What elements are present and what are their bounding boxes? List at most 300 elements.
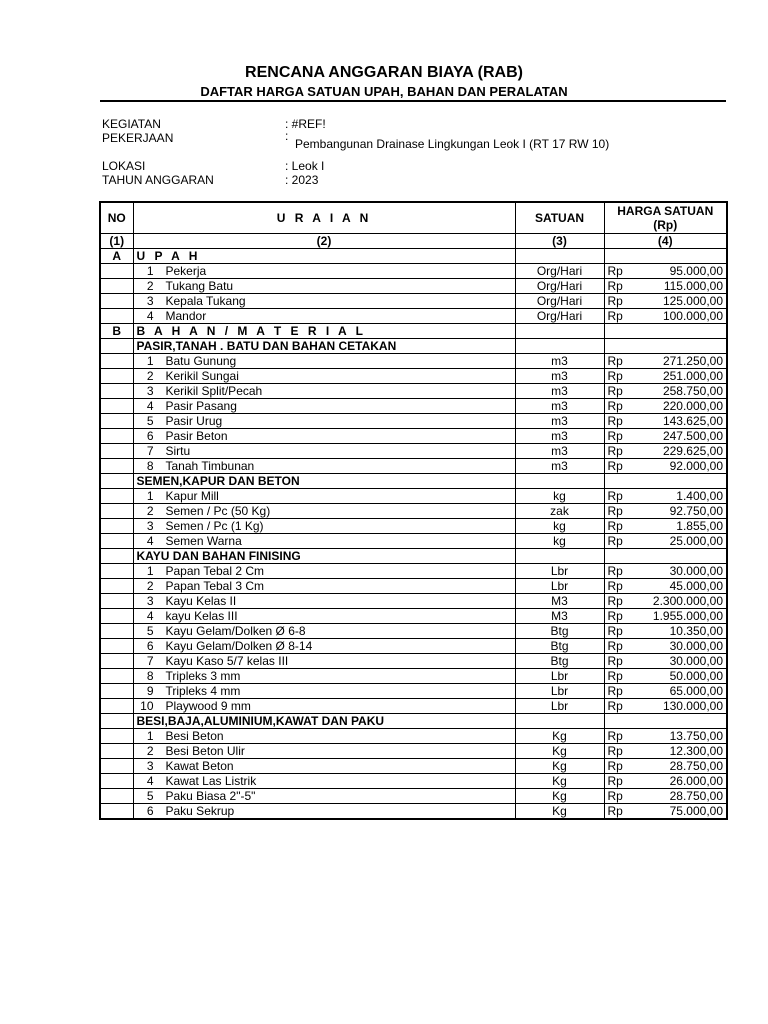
row-number: 2 (146, 579, 154, 593)
row-currency: Rp (604, 699, 632, 714)
colnum-2: (2) (133, 234, 515, 249)
row-price: 30.000,00 (632, 564, 727, 579)
section-bahan-harga-cell (604, 324, 727, 339)
row-price: 258.750,00 (632, 384, 727, 399)
section-upah-row (100, 249, 727, 264)
table-row (100, 519, 727, 534)
row-number: 3 (146, 759, 154, 773)
row-price: 75.000,00 (632, 804, 727, 820)
row-item-cell (133, 684, 515, 699)
category-harga-cell (604, 714, 727, 729)
row-item-cell (133, 639, 515, 654)
row-unit: Lbr (515, 699, 604, 714)
row-currency: Rp (604, 384, 632, 399)
row-currency: Rp (604, 624, 632, 639)
row-number: 1 (146, 264, 154, 278)
section-upah-no: A (100, 249, 133, 264)
row-number: 3 (146, 294, 154, 308)
row-name: Pekerja (165, 264, 207, 278)
row-no-cell (100, 579, 133, 594)
row-number: 2 (146, 369, 154, 383)
row-item-cell (133, 444, 515, 459)
table-row (100, 594, 727, 609)
table-row (100, 579, 727, 594)
row-number: 2 (146, 744, 154, 758)
row-no-cell (100, 534, 133, 549)
table-row (100, 459, 727, 474)
row-unit: kg (515, 534, 604, 549)
row-name: Papan Tebal 3 Cm (165, 579, 265, 593)
row-name: kayu Kelas III (165, 609, 238, 623)
table-row (100, 744, 727, 759)
row-currency: Rp (604, 489, 632, 504)
row-no-cell (100, 699, 133, 714)
row-unit: Org/Hari (515, 309, 604, 324)
row-item-cell (133, 279, 515, 294)
row-no-cell (100, 729, 133, 744)
category-title: SEMEN,KAPUR DAN BETON (133, 474, 515, 489)
row-unit: Lbr (515, 669, 604, 684)
category-harga-cell (604, 549, 727, 564)
row-unit: m3 (515, 459, 604, 474)
category-satuan-cell (515, 339, 604, 354)
table-row (100, 279, 727, 294)
colnum-1: (1) (100, 234, 133, 249)
row-unit: zak (515, 504, 604, 519)
price-table (99, 201, 728, 820)
row-number: 4 (146, 309, 154, 323)
row-item-cell (133, 264, 515, 279)
table-row (100, 414, 727, 429)
row-currency: Rp (604, 444, 632, 459)
row-unit: Lbr (515, 564, 604, 579)
row-unit: Lbr (515, 579, 604, 594)
row-item-cell (133, 744, 515, 759)
row-price: 25.000,00 (632, 534, 727, 549)
row-number: 5 (146, 624, 154, 638)
row-number: 6 (146, 639, 154, 653)
table-row (100, 294, 727, 309)
row-currency: Rp (604, 279, 632, 294)
table-row (100, 624, 727, 639)
category-satuan-cell (515, 714, 604, 729)
row-item-cell (133, 699, 515, 714)
row-name: Papan Tebal 2 Cm (165, 564, 265, 578)
row-number: 1 (146, 729, 154, 743)
row-price: 12.300,00 (632, 744, 727, 759)
row-currency: Rp (604, 579, 632, 594)
row-unit: Kg (515, 774, 604, 789)
row-number: 3 (146, 384, 154, 398)
pekerjaan-value: Pembangunan Drainase Lingkungan Leok I (RT 17 RW 10) (295, 137, 610, 151)
category-no-cell (100, 714, 133, 729)
row-name: Pasir Beton (165, 429, 228, 443)
row-currency: Rp (604, 774, 632, 789)
table-row (100, 639, 727, 654)
row-name: Tripleks 3 mm (165, 669, 241, 683)
row-unit: M3 (515, 594, 604, 609)
row-name: Kayu Gelam/Dolken Ø 6-8 (165, 624, 306, 638)
category-satuan-cell (515, 474, 604, 489)
row-no-cell (100, 744, 133, 759)
row-number: 4 (146, 399, 154, 413)
row-unit: m3 (515, 354, 604, 369)
row-no-cell (100, 774, 133, 789)
colnum-4: (4) (604, 234, 727, 249)
row-number: 6 (146, 429, 154, 443)
category-row (100, 549, 727, 564)
row-no-cell (100, 594, 133, 609)
row-price: 220.000,00 (632, 399, 727, 414)
row-no-cell (100, 564, 133, 579)
category-row (100, 474, 727, 489)
row-unit: m3 (515, 444, 604, 459)
row-name: Pasir Urug (165, 414, 223, 428)
row-name: Pasir Pasang (165, 399, 237, 413)
row-unit: kg (515, 519, 604, 534)
row-price: 247.500,00 (632, 429, 727, 444)
row-no-cell (100, 279, 133, 294)
row-price: 125.000,00 (632, 294, 727, 309)
row-number: 1 (146, 354, 154, 368)
row-price: 251.000,00 (632, 369, 727, 384)
row-name: Kepala Tukang (165, 294, 246, 308)
category-title: KAYU DAN BAHAN FINISING (133, 549, 515, 564)
row-item-cell (133, 624, 515, 639)
colnum-3: (3) (515, 234, 604, 249)
row-price: 10.350,00 (632, 624, 727, 639)
row-price: 50.000,00 (632, 669, 727, 684)
row-currency: Rp (604, 264, 632, 279)
row-price: 13.750,00 (632, 729, 727, 744)
row-name: Kayu Gelam/Dolken Ø 8-14 (165, 639, 313, 653)
row-name: Kerikil Split/Pecah (165, 384, 263, 398)
row-number: 3 (146, 594, 154, 608)
row-item-cell (133, 309, 515, 324)
row-no-cell (100, 624, 133, 639)
row-number: 8 (146, 459, 154, 473)
row-no-cell (100, 504, 133, 519)
category-title: PASIR,TANAH . BATU DAN BAHAN CETAKAN (133, 339, 515, 354)
pekerjaan-label: PEKERJAAN (102, 131, 174, 145)
table-row (100, 384, 727, 399)
category-no-cell (100, 339, 133, 354)
row-no-cell (100, 399, 133, 414)
row-currency: Rp (604, 534, 632, 549)
row-number: 2 (146, 504, 154, 518)
title-divider (100, 100, 726, 102)
category-no-cell (100, 549, 133, 564)
row-item-cell (133, 519, 515, 534)
row-number: 10 (140, 699, 154, 713)
row-name: Besi Beton Ulir (165, 744, 245, 758)
table-row (100, 564, 727, 579)
tahun-label: TAHUN ANGGARAN (102, 173, 214, 187)
row-currency: Rp (604, 789, 632, 804)
table-row (100, 504, 727, 519)
header-harga-unit: (Rp) (653, 218, 678, 232)
row-currency: Rp (604, 564, 632, 579)
row-name: Paku Biasa 2"-5" (165, 789, 256, 803)
row-name: Mandor (165, 309, 207, 323)
row-unit: Btg (515, 639, 604, 654)
row-currency: Rp (604, 639, 632, 654)
section-upah-satuan-cell (515, 249, 604, 264)
row-no-cell (100, 384, 133, 399)
row-item-cell (133, 669, 515, 684)
table-row (100, 759, 727, 774)
row-item-cell (133, 774, 515, 789)
row-number: 3 (146, 519, 154, 533)
table-row (100, 729, 727, 744)
row-unit: kg (515, 489, 604, 504)
row-item-cell (133, 459, 515, 474)
row-item-cell (133, 504, 515, 519)
category-title: BESI,BAJA,ALUMINIUM,KAWAT DAN PAKU (133, 714, 515, 729)
row-unit: m3 (515, 429, 604, 444)
row-item-cell (133, 609, 515, 624)
row-no-cell (100, 609, 133, 624)
row-number: 2 (146, 279, 154, 293)
row-number: 4 (146, 534, 154, 548)
row-currency: Rp (604, 744, 632, 759)
row-price: 28.750,00 (632, 759, 727, 774)
row-number: 8 (146, 669, 154, 683)
category-harga-cell (604, 474, 727, 489)
row-currency: Rp (604, 429, 632, 444)
row-number: 5 (146, 789, 154, 803)
row-number: 1 (146, 489, 154, 503)
row-item-cell (133, 489, 515, 504)
row-no-cell (100, 294, 133, 309)
row-unit: Btg (515, 654, 604, 669)
row-currency: Rp (604, 669, 632, 684)
row-price: 30.000,00 (632, 654, 727, 669)
row-item-cell (133, 564, 515, 579)
row-item-cell (133, 789, 515, 804)
row-name: Batu Gunung (165, 354, 237, 368)
row-price: 92.000,00 (632, 459, 727, 474)
row-no-cell (100, 414, 133, 429)
table-row (100, 684, 727, 699)
row-no-cell (100, 639, 133, 654)
row-no-cell (100, 669, 133, 684)
row-currency: Rp (604, 309, 632, 324)
page-title: RENCANA ANGGARAN BIAYA (RAB) (245, 64, 523, 81)
row-no-cell (100, 759, 133, 774)
section-bahan-satuan-cell (515, 324, 604, 339)
row-item-cell (133, 369, 515, 384)
row-name: Tanah Timbunan (165, 459, 255, 473)
row-item-cell (133, 654, 515, 669)
row-unit: M3 (515, 609, 604, 624)
category-no-cell (100, 474, 133, 489)
row-name: Semen Warna (165, 534, 242, 548)
section-bahan-no: B (100, 324, 133, 339)
tahun-value: : 2023 (285, 173, 319, 187)
row-currency: Rp (604, 804, 632, 820)
row-unit: m3 (515, 414, 604, 429)
row-name: Semen / Pc (50 Kg) (165, 504, 271, 518)
row-unit: Kg (515, 804, 604, 820)
row-currency: Rp (604, 684, 632, 699)
table-row (100, 609, 727, 624)
row-unit: Kg (515, 789, 604, 804)
row-no-cell (100, 489, 133, 504)
kegiatan-label: KEGIATAN (102, 117, 161, 131)
row-item-cell (133, 729, 515, 744)
row-item-cell (133, 579, 515, 594)
row-item-cell (133, 354, 515, 369)
row-item-cell (133, 384, 515, 399)
row-number: 9 (146, 684, 154, 698)
row-name: Kawat Beton (165, 759, 234, 773)
row-number: 4 (146, 609, 154, 623)
row-price: 45.000,00 (632, 579, 727, 594)
row-name: Kerikil Sungai (165, 369, 239, 383)
row-no-cell (100, 789, 133, 804)
row-name: Besi Beton (165, 729, 224, 743)
row-item-cell (133, 399, 515, 414)
row-name: Tripleks 4 mm (165, 684, 241, 698)
lokasi-value: : Leok I (285, 159, 325, 173)
table-header-row (100, 202, 727, 234)
row-price: 1.855,00 (632, 519, 727, 534)
row-price: 1.400,00 (632, 489, 727, 504)
row-currency: Rp (604, 654, 632, 669)
row-number: 7 (146, 654, 154, 668)
table-row (100, 399, 727, 414)
row-price: 271.250,00 (632, 354, 727, 369)
row-name: Sirtu (165, 444, 191, 458)
row-price: 28.750,00 (632, 789, 727, 804)
row-unit: Kg (515, 759, 604, 774)
table-row (100, 354, 727, 369)
row-price: 92.750,00 (632, 504, 727, 519)
category-harga-cell (604, 339, 727, 354)
row-number: 4 (146, 774, 154, 788)
row-unit: Org/Hari (515, 294, 604, 309)
row-name: Paku Sekrup (165, 804, 235, 818)
row-unit: m3 (515, 369, 604, 384)
row-number: 6 (146, 804, 154, 818)
row-price: 143.625,00 (632, 414, 727, 429)
section-bahan-row (100, 324, 727, 339)
row-price: 130.000,00 (632, 699, 727, 714)
table-row (100, 309, 727, 324)
row-item-cell (133, 534, 515, 549)
row-unit: Kg (515, 744, 604, 759)
header-harga-label: HARGA SATUAN (617, 204, 714, 218)
row-no-cell (100, 654, 133, 669)
row-currency: Rp (604, 369, 632, 384)
row-currency: Rp (604, 414, 632, 429)
header-uraian: U R A I A N (133, 202, 515, 234)
row-currency: Rp (604, 594, 632, 609)
row-currency: Rp (604, 729, 632, 744)
row-item-cell (133, 594, 515, 609)
row-no-cell (100, 519, 133, 534)
row-price: 95.000,00 (632, 264, 727, 279)
row-name: Playwood 9 mm (165, 699, 251, 713)
row-price: 26.000,00 (632, 774, 727, 789)
row-no-cell (100, 429, 133, 444)
category-row (100, 339, 727, 354)
row-unit: Org/Hari (515, 264, 604, 279)
category-satuan-cell (515, 549, 604, 564)
row-currency: Rp (604, 519, 632, 534)
row-currency: Rp (604, 759, 632, 774)
section-bahan-label: B A H A N / M A T E R I A L (133, 324, 515, 339)
row-name: Kayu Kaso 5/7 kelas III (165, 654, 289, 668)
row-currency: Rp (604, 294, 632, 309)
table-row (100, 774, 727, 789)
row-name: Kawat Las Listrik (165, 774, 257, 788)
row-name: Kapur Mill (165, 489, 219, 503)
table-row (100, 804, 727, 820)
lokasi-label: LOKASI (102, 159, 146, 173)
table-row (100, 789, 727, 804)
section-upah-harga-cell (604, 249, 727, 264)
row-currency: Rp (604, 399, 632, 414)
kegiatan-value: : #REF! (285, 117, 326, 131)
row-no-cell (100, 804, 133, 820)
table-row (100, 699, 727, 714)
column-number-row (100, 234, 727, 249)
row-no-cell (100, 309, 133, 324)
row-no-cell (100, 459, 133, 474)
row-name: Tukang Batu (165, 279, 234, 293)
table-row (100, 489, 727, 504)
header-harga (604, 202, 727, 234)
table-row (100, 429, 727, 444)
row-unit: m3 (515, 399, 604, 414)
pekerjaan-colon: : (285, 129, 289, 143)
category-row (100, 714, 727, 729)
row-number: 5 (146, 414, 154, 428)
row-price: 229.625,00 (632, 444, 727, 459)
row-name: Semen / Pc (1 Kg) (165, 519, 264, 533)
row-item-cell (133, 294, 515, 309)
row-name: Kayu Kelas II (165, 594, 237, 608)
row-unit: Kg (515, 729, 604, 744)
row-number: 7 (146, 444, 154, 458)
table-row (100, 669, 727, 684)
row-price: 100.000,00 (632, 309, 727, 324)
row-unit: Lbr (515, 684, 604, 699)
row-currency: Rp (604, 609, 632, 624)
page-subtitle: DAFTAR HARGA SATUAN UPAH, BAHAN DAN PERALATAN (200, 84, 568, 99)
row-unit: Btg (515, 624, 604, 639)
row-unit: m3 (515, 384, 604, 399)
row-item-cell (133, 429, 515, 444)
table-row (100, 264, 727, 279)
row-currency: Rp (604, 504, 632, 519)
table-row (100, 534, 727, 549)
row-currency: Rp (604, 459, 632, 474)
row-number: 1 (146, 564, 154, 578)
row-item-cell (133, 414, 515, 429)
row-price: 2.300.000,00 (632, 594, 727, 609)
row-no-cell (100, 369, 133, 384)
header-no: NO (100, 202, 133, 234)
row-no-cell (100, 264, 133, 279)
row-unit: Org/Hari (515, 279, 604, 294)
table-row (100, 369, 727, 384)
row-currency: Rp (604, 354, 632, 369)
row-no-cell (100, 684, 133, 699)
row-item-cell (133, 804, 515, 820)
